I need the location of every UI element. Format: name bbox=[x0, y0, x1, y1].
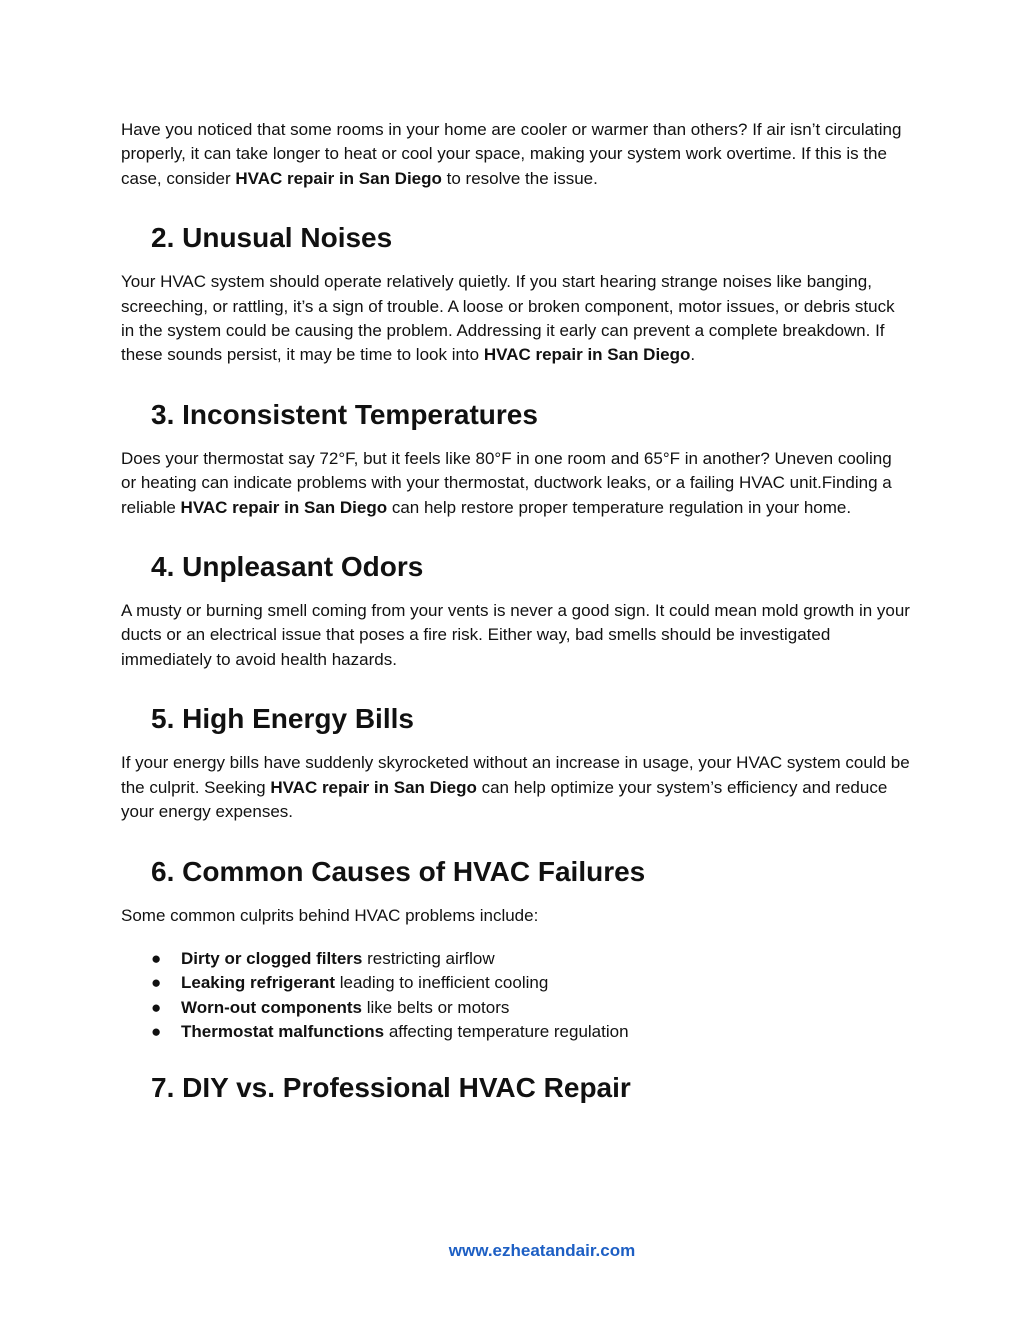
keyword-hvac-repair: HVAC repair in San Diego bbox=[270, 777, 477, 797]
causes-list bbox=[121, 947, 911, 1045]
list-item: ● Thermostat malfunctions affecting temperature regulation bbox=[151, 1020, 911, 1044]
bullet-icon: ● bbox=[151, 1022, 162, 1042]
list-item: ● Worn-out components like belts or motors bbox=[151, 996, 911, 1020]
bullet-icon: ● bbox=[151, 948, 162, 968]
section-paragraph: Does your thermostat say 72°F, but it feels like 80°F in one room and 65°F in another? Uneven cooling or heating can indicate problems with your thermostat, ductwork leaks, or a failing HVAC unit.Finding a reliable HVAC repair in San Diego can help restore proper temperature regulation in your home. bbox=[121, 448, 892, 517]
keyword-hvac-repair: HVAC repair in San Diego bbox=[483, 345, 691, 365]
section-unpleasant-odors bbox=[121, 550, 911, 672]
section-heading: 2. Unusual Noises bbox=[151, 222, 393, 254]
section-heading: 6. Common Causes of HVAC Failures bbox=[151, 855, 646, 887]
section-paragraph: Some common culprits behind HVAC problems include: bbox=[121, 905, 539, 925]
section-common-causes bbox=[121, 855, 911, 1045]
section-inconsistent-temperatures bbox=[121, 398, 911, 520]
bullet-icon: ● bbox=[151, 997, 162, 1017]
footer-website-link[interactable]: www.ezheatandair.com bbox=[448, 1241, 636, 1260]
section-heading: 3. Inconsistent Temperatures bbox=[151, 398, 538, 430]
section-diy-vs-professional bbox=[121, 1071, 911, 1105]
section-heading: 5. High Energy Bills bbox=[151, 703, 414, 735]
bullet-icon: ● bbox=[151, 973, 162, 993]
intro-paragraph: Have you noticed that some rooms in your home are cooler or warmer than others? If air isn’t circulating properly, it can take longer to heat or cool your space, making your system work overtime. If this is the case, consider HVAC repair in San Diego to resolve the issue. bbox=[121, 120, 902, 188]
section-heading: 4. Unpleasant Odors bbox=[151, 551, 424, 583]
section-paragraph: If your energy bills have suddenly skyrocketed without an increase in usage, your HVAC system could be the culprit. Seeking HVAC repair in San Diego can help optimize your system’s efficiency and reduce your energy expenses. bbox=[121, 753, 910, 822]
section-unusual-noises bbox=[121, 221, 911, 368]
section-paragraph: Your HVAC system should operate relatively quietly. If you start hearing strange noises like banging, screeching, or rattling, it’s a sign of trouble. A loose or broken component, motor issues, or debris stuck in the system could be causing the problem. Addressing it early can prevent a complete breakdown. If these sounds persist, it may be time to look into HVAC repair in San Diego. bbox=[121, 272, 895, 365]
section-paragraph: A musty or burning smell coming from your vents is never a good sign. It could mean mold growth in your ducts or an electrical issue that poses a fire risk. Either way, bad smells should be investigated immediately to avoid health hazards. bbox=[121, 601, 910, 669]
list-item: ● Dirty or clogged filters restricting airflow bbox=[151, 947, 911, 971]
section-high-energy-bills bbox=[121, 702, 911, 824]
keyword-hvac-repair: HVAC repair in San Diego bbox=[180, 497, 388, 517]
list-item: ● Leaking refrigerant leading to inefficient cooling bbox=[151, 971, 911, 995]
document-page bbox=[121, 118, 911, 1120]
section-heading: 7. DIY vs. Professional HVAC Repair bbox=[151, 1071, 631, 1103]
keyword-hvac-repair: HVAC repair in San Diego bbox=[235, 168, 442, 188]
